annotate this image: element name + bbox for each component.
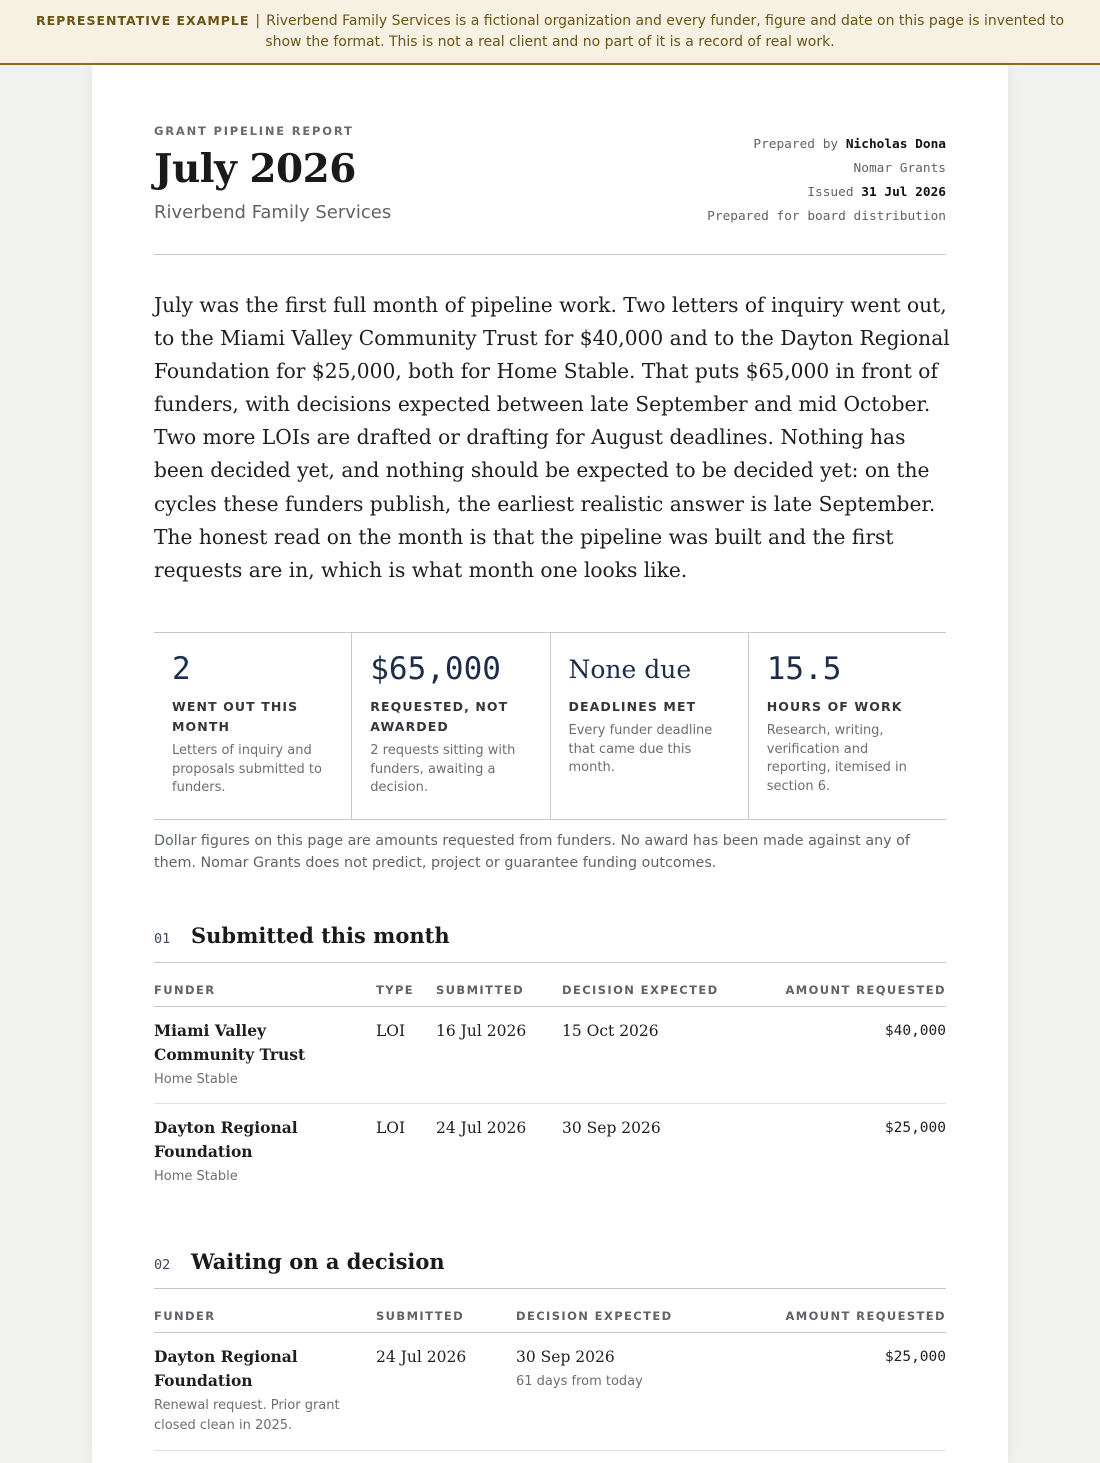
report-meta (707, 133, 946, 229)
section-heading-submitted (154, 923, 450, 948)
stat-deadlines (551, 633, 749, 819)
stat-hours (749, 633, 946, 819)
section-divider (154, 1288, 946, 1289)
row-divider (154, 1450, 946, 1451)
submitted-date: 24 Jul 2026 (436, 1119, 527, 1137)
funder-name: Dayton Regional Foundation (154, 1118, 298, 1161)
amount-requested: $25,000 (884, 1120, 946, 1136)
distribution-note: Prepared for board distribution (707, 209, 946, 224)
stat-value: 2 (172, 651, 191, 687)
banner-text: Riverbend Family Services is a fictional organization and every funder, figure and date on this page is invented to show the format. This is not a real client and no part of it is a record of real work. (265, 13, 1065, 50)
stat-value: None due (568, 655, 692, 684)
decision-date: 30 Sep 2026 (516, 1348, 615, 1366)
col-header-submitted: SUBMITTED (436, 983, 525, 997)
issued-date: 31 Jul 2026 (861, 185, 946, 200)
funder-name: Dayton Regional Foundation (154, 1347, 298, 1390)
header-divider (154, 254, 946, 255)
stat-value: 15.5 (766, 651, 842, 687)
summary-paragraph: July was the first full month of pipeline work. Two letters of inquiry went out, to the Miami Valley Community Trust for $40,000 and to the Dayton Regional Foundation for $25,000, both for Home Stable. That puts $65,000 in front of funders, with decisions expected between late September and mid October. Two more LOIs are drafted or drafting for August deadlines. Nothing has been decided yet, and nothing should be expected to be decided yet: on the cycles these funders publish, the earliest realistic answer is late September. The honest read on the month is that the pipeline was built and the first requests are in, which is what month one looks like. (154, 293, 950, 582)
section-number: 02 (154, 1257, 171, 1273)
preparer-name: Nicholas Dona (845, 137, 946, 152)
section-title: Waiting on a decision (191, 1249, 445, 1274)
disclaimer-banner (0, 0, 1100, 65)
request-type: LOI (376, 1119, 406, 1137)
col-header-funder: FUNDER (154, 1309, 216, 1323)
section-title: Submitted this month (191, 923, 450, 948)
stats-strip (154, 632, 946, 820)
col-header-decision: DECISION EXPECTED (562, 983, 719, 997)
amount-requested: $25,000 (884, 1349, 946, 1365)
company-name: Nomar Grants (853, 161, 946, 176)
stat-description: Research, writing, verification and reporting, itemised in section 6. (766, 723, 907, 794)
stat-value: $65,000 (370, 651, 501, 687)
section-heading-waiting (154, 1249, 445, 1274)
col-header-type: TYPE (376, 983, 415, 997)
prepared-by-label: Prepared by (753, 137, 839, 152)
program-name: Home Stable (154, 1169, 238, 1184)
stat-requested (352, 633, 550, 819)
stat-went-out (154, 633, 352, 819)
decision-date: 15 Oct 2026 (562, 1022, 659, 1040)
banner-tag: REPRESENTATIVE EXAMPLE (35, 13, 250, 28)
issued-line (707, 181, 946, 205)
stat-label: REQUESTED, NOT AWARDED (370, 699, 509, 734)
issued-label: Issued (807, 185, 854, 200)
submitted-date: 16 Jul 2026 (436, 1022, 527, 1040)
col-header-amount: AMOUNT REQUESTED (785, 983, 946, 997)
section-number: 01 (154, 931, 171, 947)
col-header-amount: AMOUNT REQUESTED (785, 1309, 946, 1323)
request-type: LOI (376, 1022, 406, 1040)
organization-name: Riverbend Family Services (154, 202, 392, 223)
stat-label: HOURS OF WORK (766, 699, 903, 714)
table-header-divider (154, 1006, 946, 1007)
stat-description: Letters of inquiry and proposals submitted to funders. (172, 743, 322, 795)
stat-description: Every funder deadline that came due this month. (568, 723, 713, 775)
banner-separator: | (255, 13, 261, 29)
prepared-by-line (707, 133, 946, 157)
col-header-funder: FUNDER (154, 983, 216, 997)
program-name: Home Stable (154, 1072, 238, 1087)
col-header-decision: DECISION EXPECTED (516, 1309, 673, 1323)
report-sheet (92, 65, 1008, 1463)
amount-requested: $40,000 (884, 1023, 946, 1039)
decision-date: 30 Sep 2026 (562, 1119, 661, 1137)
stat-description: 2 requests sitting with funders, awaiting a decision. (370, 743, 516, 795)
table-header-divider (154, 1332, 946, 1333)
days-remaining: 61 days from today (516, 1374, 643, 1389)
funder-name: Miami Valley Community Trust (154, 1021, 306, 1064)
stat-label: WENT OUT THIS MONTH (172, 699, 299, 734)
section-divider (154, 962, 946, 963)
stat-label: DEADLINES MET (568, 699, 697, 714)
figures-disclaimer: Dollar figures on this page are amounts requested from funders. No award has been made against any of them. Nomar Grants does not predict, project or guarantee funding outcomes. (154, 833, 910, 871)
report-title: July 2026 (154, 146, 356, 192)
submitted-date: 24 Jul 2026 (376, 1348, 467, 1366)
report-eyebrow: GRANT PIPELINE REPORT (154, 124, 354, 138)
row-divider (154, 1103, 946, 1104)
col-header-submitted: SUBMITTED (376, 1309, 465, 1323)
funder-note: Renewal request. Prior grant closed clean in 2025. (154, 1398, 340, 1433)
